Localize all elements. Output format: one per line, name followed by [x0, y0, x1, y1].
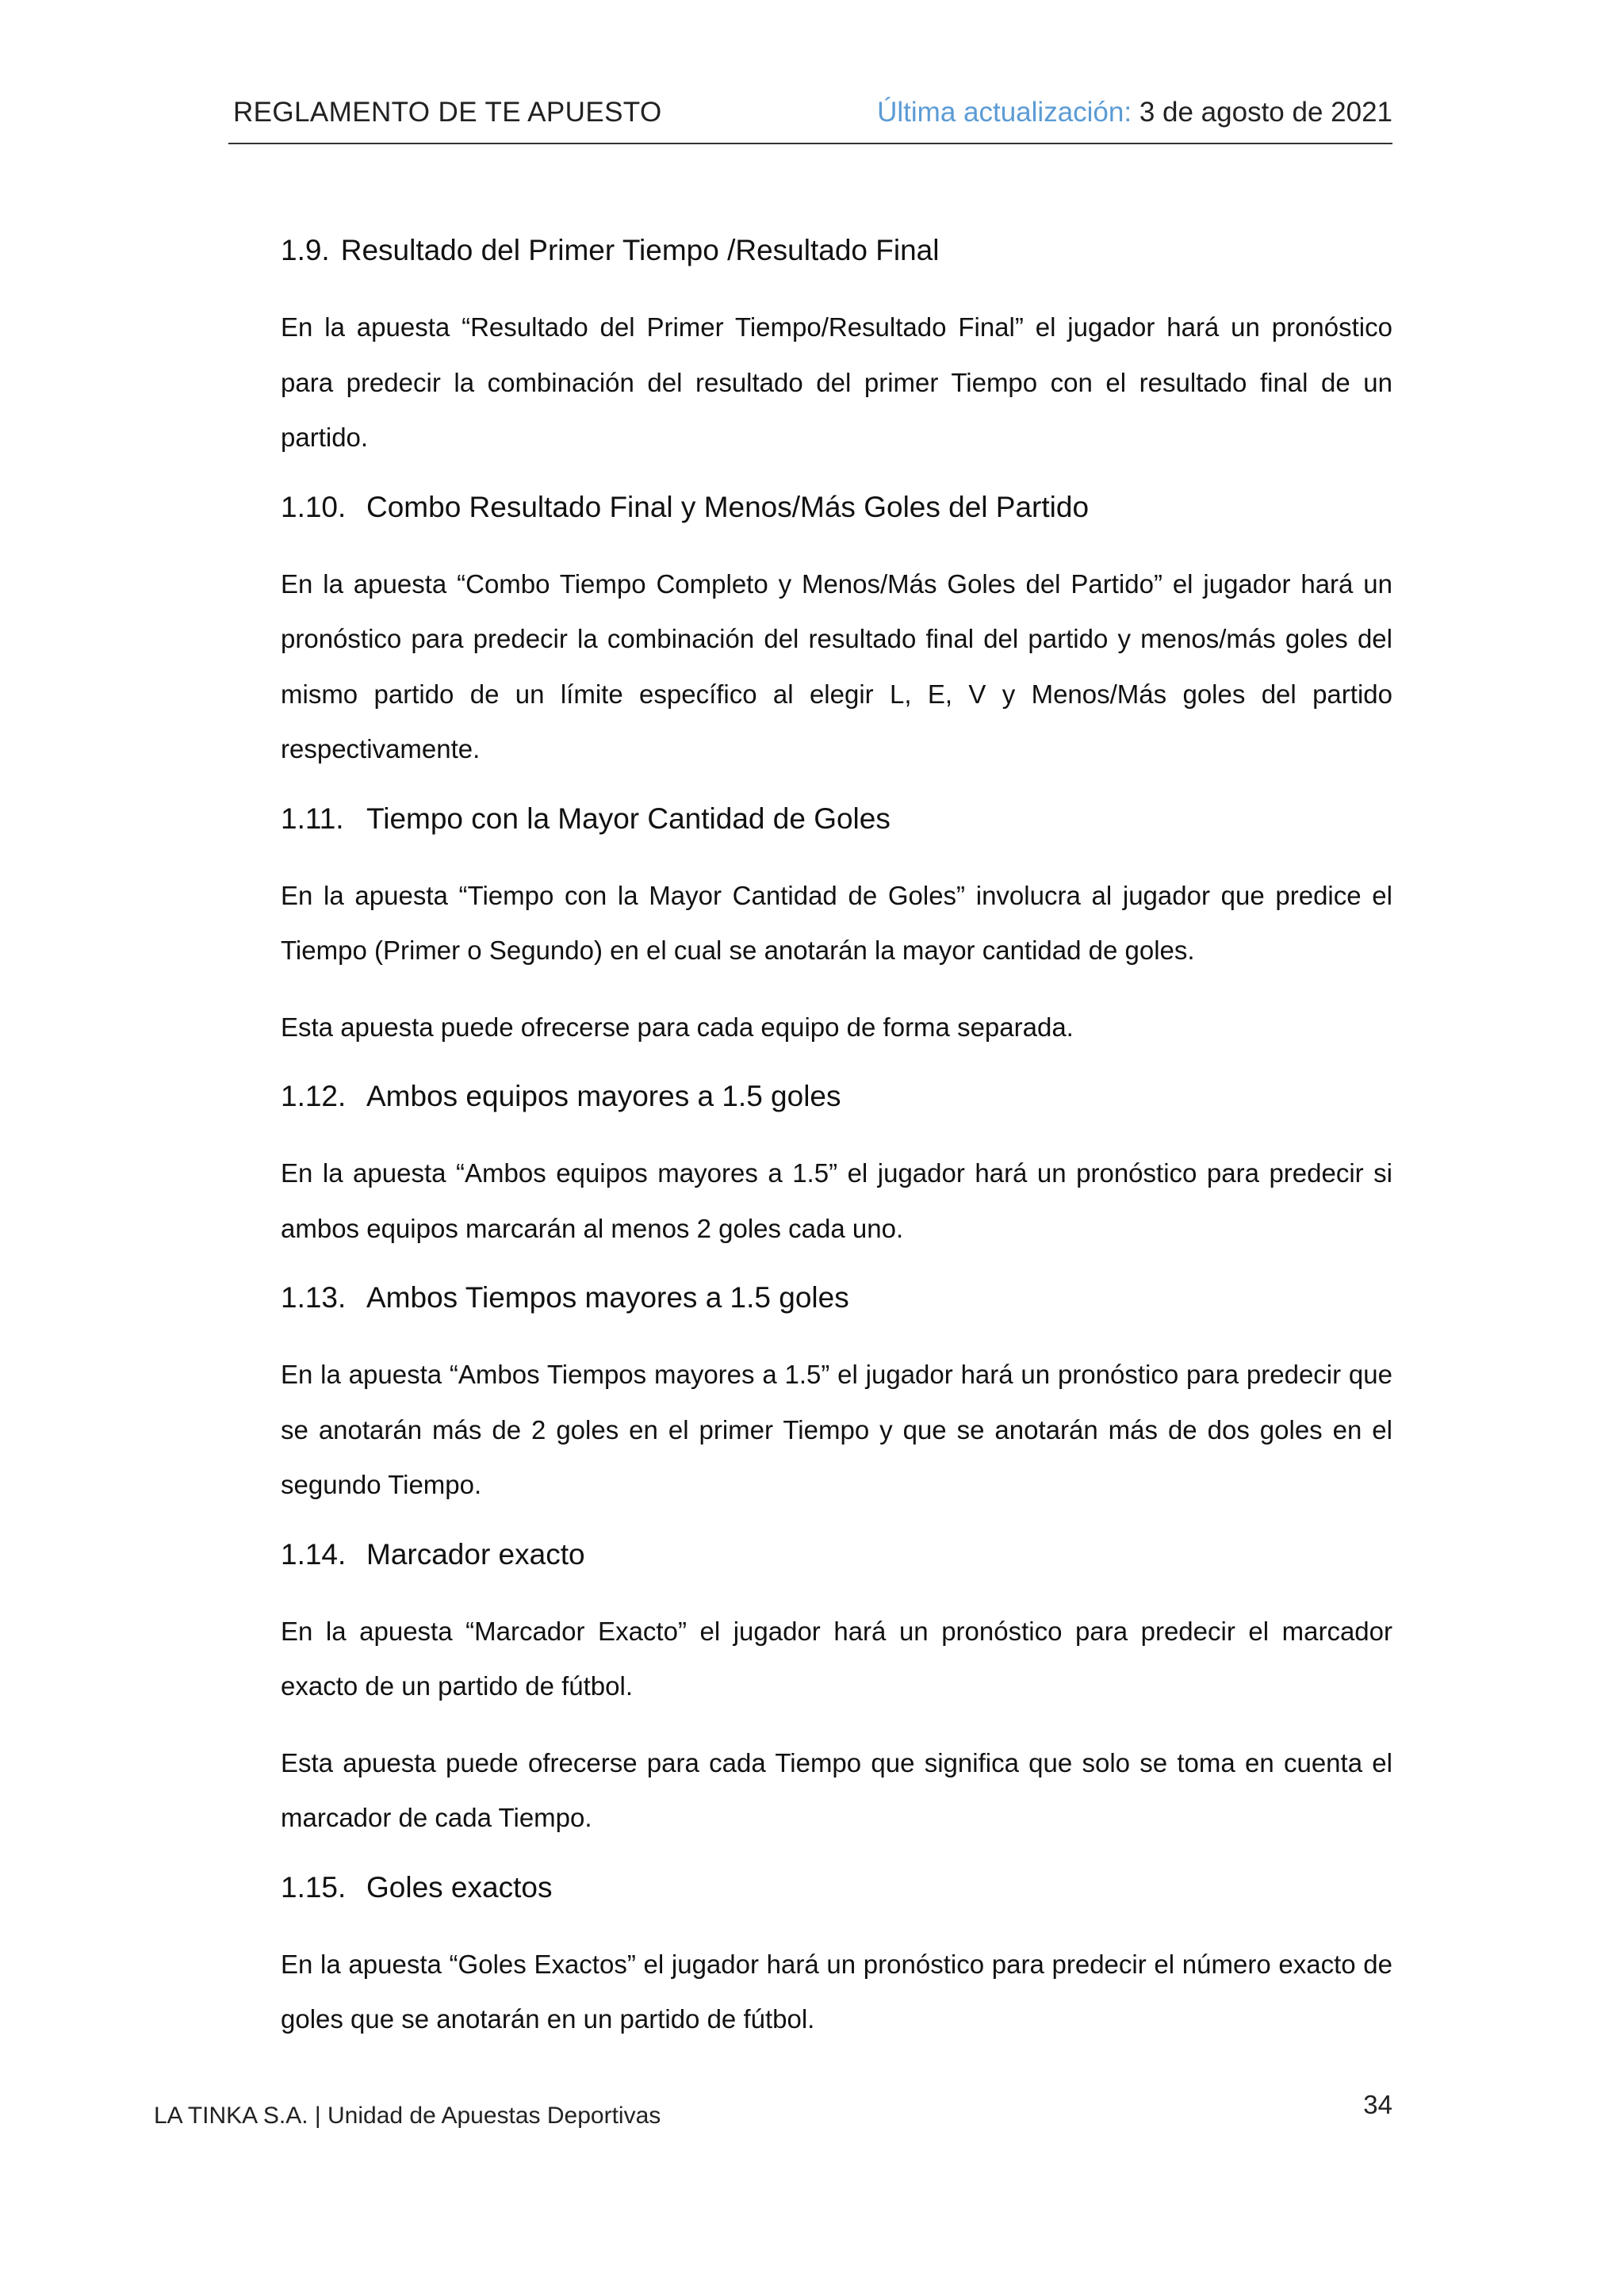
- section-number: 1.12.: [281, 1080, 347, 1112]
- paragraph: En la apuesta “Tiempo con la Mayor Cantidad de Goles” involucra al jugador que predice el Tiempo (Primer o Segundo) en el cual se anotarán la mayor cantidad de goles.: [281, 880, 1392, 965]
- section-title: Tiempo con la Mayor Cantidad de Goles: [366, 802, 891, 835]
- section-number: 1.9.: [281, 234, 330, 266]
- section-title: Goles exactos: [366, 1870, 553, 1904]
- section-title: Ambos Tiempos mayores a 1.5 goles: [366, 1281, 849, 1314]
- section-title: Ambos equipos mayores a 1.5 goles: [366, 1080, 841, 1112]
- section-heading: [281, 1076, 1392, 1117]
- section-number: 1.11.: [281, 802, 344, 835]
- section-number: 1.14.: [281, 1537, 347, 1571]
- section-number: 1.15.: [281, 1870, 347, 1904]
- page-number: 34: [1363, 2090, 1392, 2119]
- paragraph: En la apuesta “Resultado del Primer Tiempo/Resultado Final” el jugador hará un pronóstico para predecir la combinación del resultado del primer Tiempo con el resultado final de un partido.: [281, 312, 1392, 452]
- last-updated-label: Última actualización:: [877, 97, 1132, 128]
- document-title: REGLAMENTO DE TE APUESTO: [233, 97, 662, 128]
- section-number: 1.13.: [281, 1281, 347, 1314]
- last-updated-date: 3 de agosto de 2021: [1139, 97, 1392, 128]
- paragraph: Esta apuesta puede ofrecerse para cada Tiempo que significa que solo se toma en cuenta el marcador de cada Tiempo.: [281, 1747, 1392, 1832]
- page-header: [228, 94, 1392, 144]
- last-updated: [877, 97, 1392, 128]
- section-heading: [281, 1867, 1392, 1908]
- section-heading: [281, 1534, 1392, 1575]
- page-footer: LA TINKA S.A. | Unidad de Apuestas Deportivas: [154, 2103, 661, 2129]
- section-number: 1.10.: [281, 490, 347, 523]
- paragraph: En la apuesta “Ambos Tiempos mayores a 1.5” el jugador hará un pronóstico para predecir que se anotarán más de 2 goles en el primer Tiempo y que se anotarán más de dos goles en el segundo Tiempo.: [281, 1360, 1392, 1499]
- paragraph: En la apuesta “Combo Tiempo Completo y Menos/Más Goles del Partido” el jugador hará un pronóstico para predecir la combinación del resultado final del partido y menos/más goles del mismo partido de un límite específico al elegir L, E, V y Menos/Más goles del partido respectivamente.: [281, 568, 1392, 763]
- paragraph: En la apuesta “Marcador Exacto” el jugador hará un pronóstico para predecir el marcador exacto de un partido de fútbol.: [281, 1616, 1392, 1701]
- section-title: Marcador exacto: [366, 1537, 585, 1571]
- section-heading: [281, 798, 1392, 840]
- paragraph: Esta apuesta puede ofrecerse para cada equipo de forma separada.: [281, 1012, 1074, 1042]
- paragraph: En la apuesta “Ambos equipos mayores a 1.5” el jugador hará un pronóstico para predecir si ambos equipos marcarán al menos 2 goles cada uno.: [281, 1158, 1392, 1243]
- section-title: Combo Resultado Final y Menos/Más Goles del Partido: [366, 490, 1090, 523]
- document-body: [281, 230, 1392, 2068]
- section-title: Resultado del Primer Tiempo /Resultado Final: [340, 234, 940, 266]
- section-heading: [281, 1277, 1392, 1318]
- section-heading: [281, 230, 1392, 271]
- paragraph: En la apuesta “Goles Exactos” el jugador hará un pronóstico para predecir el número exacto de goles que se anotarán en un partido de fútbol.: [281, 1949, 1392, 2034]
- section-heading: [281, 487, 1392, 528]
